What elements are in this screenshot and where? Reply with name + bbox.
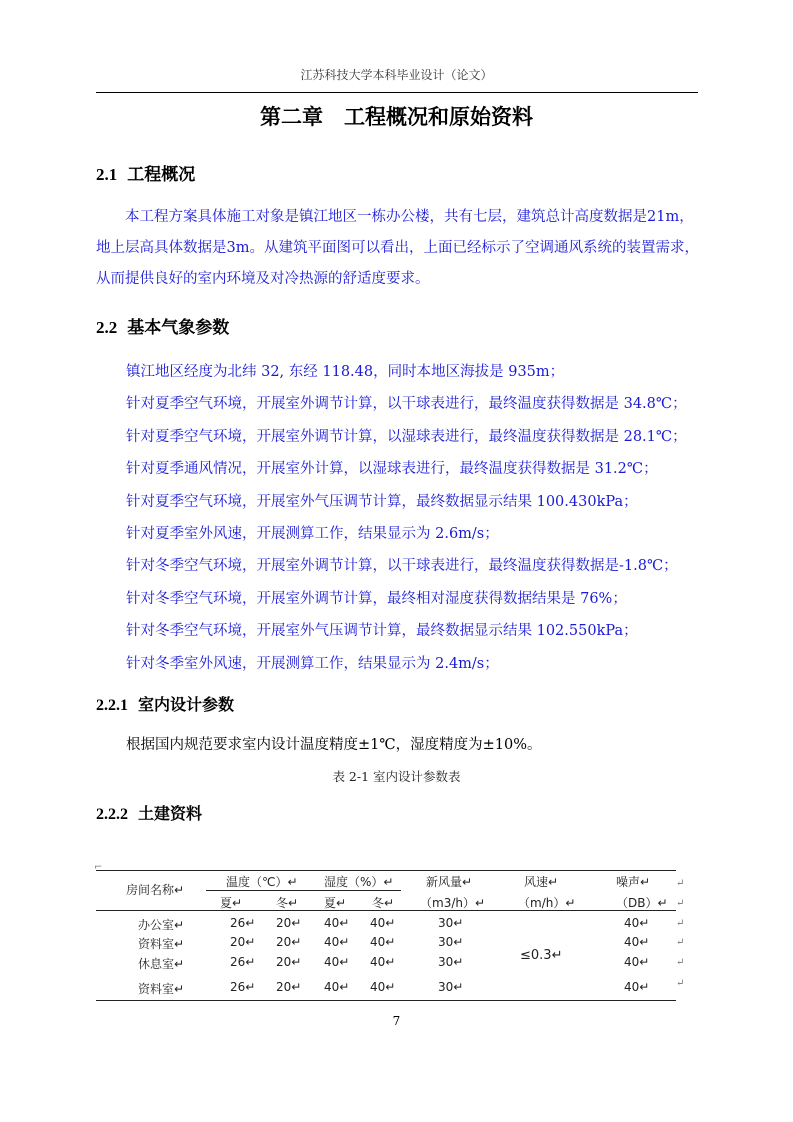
table-cell: 20↵ <box>276 935 302 949</box>
list-item: 针对夏季空气环境，开展室外调节计算，以湿球表进行，最终温度获得数据是 28.1℃； <box>126 428 687 445</box>
table-cell-room: 资料室↵ <box>138 982 185 996</box>
indoor-design-table <box>94 862 686 1008</box>
table-cell: 40↵ <box>624 916 650 930</box>
col-header-room: 房间名称↵ <box>126 883 185 897</box>
row-end-mark: ↵ <box>676 918 685 929</box>
section-number: 2.2.1 <box>96 697 128 714</box>
overview-paragraph <box>96 202 700 295</box>
table-cell: 30↵ <box>438 955 464 969</box>
list-item: 针对夏季空气环境，开展室外调节计算，以干球表进行，最终温度获得数据是 34.8℃； <box>126 396 687 413</box>
col-header-humidity: 湿度（%）↵ <box>324 875 394 889</box>
table-cell-wind-speed: ≤0.3↵ <box>520 948 563 963</box>
running-header: 江苏科技大学本科毕业设计（论文） <box>300 68 493 82</box>
section-number: 2.2 <box>96 318 118 337</box>
header-rule <box>96 92 698 93</box>
section-heading-2-2 <box>96 313 229 338</box>
table-top-rule <box>96 870 676 871</box>
col-header-temperature: 温度（℃）↵ <box>226 875 298 889</box>
row-end-mark: ↵ <box>676 898 685 909</box>
table-anchor-mark: ⌐ <box>94 862 103 873</box>
list-item: 针对冬季空气环境，开展室外调节计算，以干球表进行，最终温度获得数据是-1.8℃； <box>126 558 678 575</box>
table-cell-room: 办公室↵ <box>138 918 185 932</box>
table-cell-room: 资料室↵ <box>138 937 185 951</box>
section-title: 工程概况 <box>127 165 196 185</box>
section-title: 土建资料 <box>138 804 203 823</box>
chapter-title: 第二章 工程概况和原始资料 <box>260 105 533 129</box>
list-item: 针对冬季室外风速，开展测算工作，结果显示为 2.4m/s； <box>126 655 499 672</box>
meteorological-parameter-list <box>126 356 687 680</box>
table-cell: 40↵ <box>624 955 650 969</box>
table-cell: 20↵ <box>276 980 302 994</box>
list-item: 针对冬季空气环境，开展室外气压调节计算，最终数据显示结果 102.550kPa； <box>126 623 638 640</box>
table-cell: 40↵ <box>624 935 650 949</box>
section-number: 2.1 <box>96 165 118 184</box>
overview-text: 本工程方案具体施工对象是镇江地区一栋办公楼，共有七层，建筑总计高度数据是21m，地上层高具体数据是3m。从建筑平面图可以看出，上面已经标示了空调通风系统的装置需求，从而提供良好的室内环境及对冷热源的舒适度要求。 <box>96 209 699 287</box>
table-cell: 30↵ <box>438 935 464 949</box>
col-header-noise-unit: （DB）↵ <box>616 896 668 910</box>
table-bottom-rule <box>96 1000 676 1001</box>
list-item: 针对夏季通风情况，开展室外计算，以湿球表进行，最终温度获得数据是 31.2℃； <box>126 461 658 478</box>
table-cell-room: 休息室↵ <box>138 957 185 971</box>
table-cell: 40↵ <box>324 935 350 949</box>
section-title: 室内设计参数 <box>138 695 235 714</box>
section-number: 2.2.2 <box>96 806 128 823</box>
table-cell: 20↵ <box>276 916 302 930</box>
page-number: 7 <box>392 1014 401 1028</box>
table-cell: 20↵ <box>276 955 302 969</box>
table-cell: 26↵ <box>230 980 256 994</box>
table-cell: 26↵ <box>230 955 256 969</box>
table-cell: 40↵ <box>324 916 350 930</box>
table-cell: 20↵ <box>230 935 256 949</box>
section-heading-2-1 <box>96 160 195 185</box>
table-cell: 40↵ <box>370 980 396 994</box>
table-cell: 26↵ <box>230 916 256 930</box>
table-cell: 40↵ <box>324 955 350 969</box>
indoor-design-text: 根据国内规范要求室内设计温度精度±1℃，湿度精度为±10%。 <box>126 737 542 753</box>
section-heading-2-2-1 <box>96 692 234 715</box>
table-cell: 30↵ <box>438 916 464 930</box>
table-caption: 表 2-1 室内设计参数表 <box>332 769 461 784</box>
list-item: 镇江地区经度为北纬 32, 东经 118.48，同时本地区海拔是 935m； <box>126 364 565 380</box>
col-header-fresh-air: 新风量↵ <box>426 875 473 889</box>
list-item: 针对夏季空气环境，开展室外气压调节计算，最终数据显示结果 100.430kPa； <box>126 493 638 510</box>
col-header-temp-winter: 冬↵ <box>276 896 299 910</box>
table-cell: 40↵ <box>624 980 650 994</box>
row-end-mark: ↵ <box>676 937 685 948</box>
table-cell: 40↵ <box>370 916 396 930</box>
row-end-mark: ↵ <box>676 957 685 968</box>
section-heading-2-2-2 <box>96 801 202 824</box>
table-cell: 40↵ <box>324 980 350 994</box>
col-header-noise: 噪声↵ <box>616 875 651 889</box>
row-end-mark: ↵ <box>676 878 685 889</box>
list-item: 针对夏季室外风速，开展测算工作，结果显示为 2.6m/s； <box>126 525 499 542</box>
col-header-fresh-air-unit: （m3/h）↵ <box>420 896 486 910</box>
table-cell: 30↵ <box>438 980 464 994</box>
col-header-temp-summer: 夏↵ <box>220 896 243 910</box>
list-item: 针对冬季空气环境，开展室外调节计算，最终相对湿度获得数据结果是 76%； <box>126 590 627 607</box>
table-subheader-rule <box>206 890 401 891</box>
col-header-wind-speed: 风速↵ <box>524 875 559 889</box>
section-title: 基本气象参数 <box>127 318 230 338</box>
table-cell: 40↵ <box>370 935 396 949</box>
col-header-humidity-summer: 夏↵ <box>324 896 347 910</box>
col-header-humidity-winter: 冬↵ <box>372 896 395 910</box>
row-end-mark: ↵ <box>676 978 685 989</box>
table-cell: 40↵ <box>370 955 396 969</box>
col-header-wind-unit: （m/h）↵ <box>518 896 576 910</box>
